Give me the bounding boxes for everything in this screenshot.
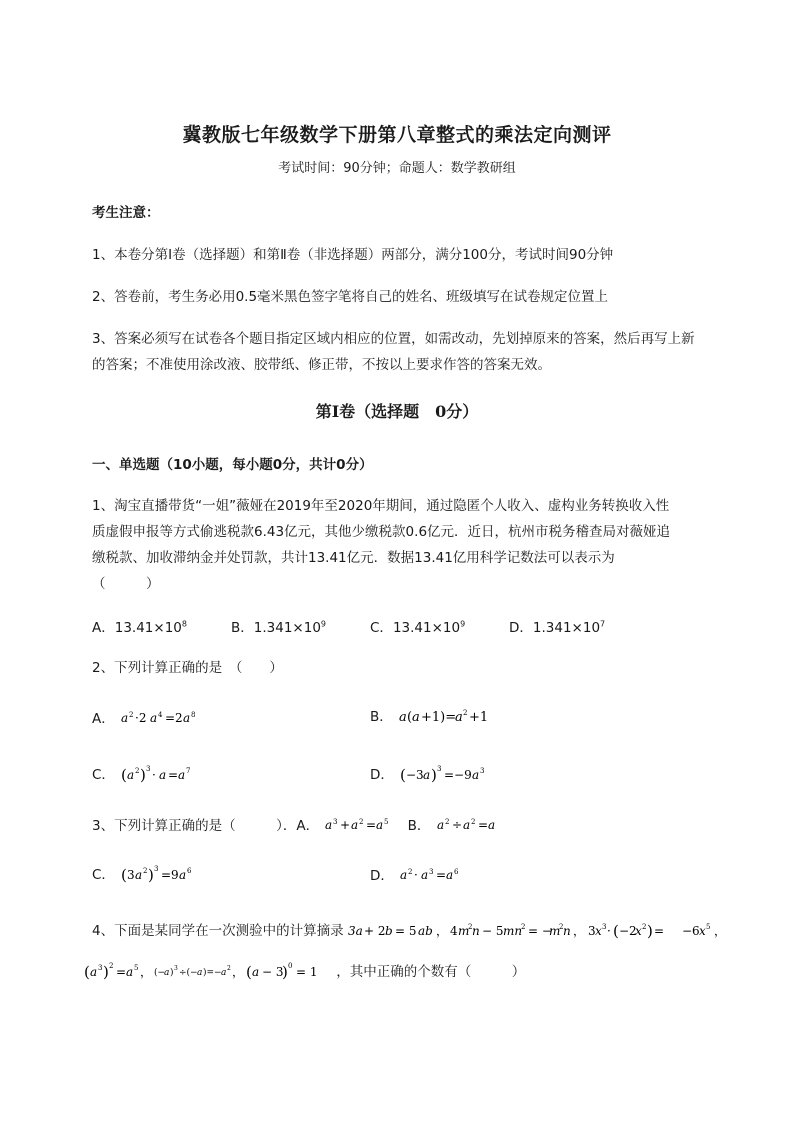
svg-text:2: 2 bbox=[129, 711, 134, 719]
svg-text:(−: (− bbox=[154, 968, 166, 978]
svg-text:0: 0 bbox=[288, 962, 293, 970]
svg-text:a: a bbox=[462, 818, 470, 832]
svg-text:(: ( bbox=[400, 766, 407, 784]
svg-text:2: 2 bbox=[470, 818, 476, 826]
svg-text:·2: ·2 bbox=[135, 711, 147, 725]
svg-text:x: x bbox=[594, 924, 602, 938]
svg-text:5: 5 bbox=[134, 964, 139, 972]
svg-text:2: 2 bbox=[444, 818, 450, 826]
q1-option-c[interactable]: C．$13.41\times 10^9$ bbox=[370, 619, 466, 636]
q4-line-2 bbox=[82, 960, 525, 984]
svg-text:2: 2 bbox=[227, 965, 231, 972]
q2-option-d[interactable]: D． ( −3 a ) 3 =−9 a 3 bbox=[370, 763, 498, 786]
svg-text:a: a bbox=[135, 868, 143, 882]
q1-line-3: 缴税款、加收滞纳金并处罚款，共计13.41亿元．数据13.41亿用科学记数法可以表示为 bbox=[92, 550, 615, 566]
svg-text:+ 2: + 2 bbox=[363, 924, 386, 938]
svg-text:): ) bbox=[148, 866, 155, 884]
svg-text:5: 5 bbox=[706, 923, 711, 931]
svg-text:(: ( bbox=[121, 766, 128, 784]
svg-text:=−9: =−9 bbox=[444, 768, 472, 782]
note-3-line-2: 的答案；不准使用涂改液、胶带纸、修正带，不按以上要求作答的答案无效。 bbox=[92, 357, 551, 373]
svg-text:= −: = − bbox=[527, 924, 552, 938]
svg-text:·: · bbox=[414, 868, 419, 882]
svg-text:8: 8 bbox=[191, 711, 196, 719]
q2-option-c[interactable]: C． ( a 2 ) 3 · a = a 7 bbox=[92, 763, 209, 786]
svg-text:a: a bbox=[487, 818, 495, 832]
svg-text:2: 2 bbox=[467, 923, 473, 931]
svg-text:2: 2 bbox=[408, 868, 413, 876]
svg-text:− 5: − 5 bbox=[481, 924, 504, 938]
svg-text:−2: −2 bbox=[618, 924, 637, 938]
q2-option-a[interactable]: A． a 2 ·2 a 4 =2 a 8 bbox=[92, 707, 209, 729]
svg-text:+1)=: +1)= bbox=[421, 710, 457, 725]
svg-text:a: a bbox=[150, 711, 158, 725]
svg-text:7: 7 bbox=[186, 767, 191, 775]
svg-text:3: 3 bbox=[146, 765, 151, 773]
q1-option-b[interactable]: B．$1.341\times 10^9$ bbox=[231, 619, 326, 636]
svg-text:x: x bbox=[699, 924, 706, 938]
q2-option-c-formula bbox=[119, 764, 209, 786]
svg-text:6: 6 bbox=[454, 868, 459, 876]
q2-option-b[interactable]: B． a ( a +1)= a 2 +1 bbox=[370, 705, 497, 728]
svg-text:3a: 3a bbox=[347, 924, 363, 938]
svg-text:=: = bbox=[436, 868, 447, 882]
svg-text:a: a bbox=[252, 965, 260, 979]
svg-text:): ) bbox=[282, 963, 288, 981]
svg-text:a: a bbox=[436, 818, 444, 832]
svg-text:，: ， bbox=[572, 924, 585, 938]
svg-text:): ) bbox=[103, 963, 109, 981]
q4-formulas-line-2 bbox=[82, 960, 332, 984]
svg-text:2: 2 bbox=[359, 818, 364, 826]
svg-text:a: a bbox=[126, 965, 134, 979]
svg-text:3: 3 bbox=[98, 964, 103, 972]
svg-text:=: = bbox=[168, 768, 179, 782]
svg-text:a: a bbox=[423, 768, 431, 782]
svg-text:− 3: − 3 bbox=[262, 965, 284, 979]
q4-formulas-line-1 bbox=[348, 920, 678, 942]
q4-stem: 4、下面是某同学在一次测验中的计算摘录 bbox=[92, 923, 344, 939]
svg-text:a: a bbox=[472, 768, 480, 782]
svg-text:a: a bbox=[178, 768, 186, 782]
svg-text:3: 3 bbox=[154, 865, 159, 873]
page-title: 冀教版七年级数学下册第八章整式的乘法定向测评 bbox=[182, 124, 612, 146]
svg-text:): ) bbox=[646, 922, 653, 940]
svg-text:5: 5 bbox=[384, 818, 389, 826]
svg-text:=: = bbox=[477, 818, 488, 832]
svg-text:4: 4 bbox=[449, 924, 458, 938]
q2-option-b-formula bbox=[397, 706, 497, 728]
svg-text:6: 6 bbox=[187, 867, 192, 875]
q2-stem: 2、下列计算正确的是 （ ） bbox=[92, 660, 283, 676]
svg-text:b: b bbox=[384, 924, 393, 938]
part-heading: 一、单选题（10小题，每小题0分，共计0分） bbox=[92, 457, 373, 473]
svg-text:2: 2 bbox=[463, 709, 468, 717]
svg-text:3: 3 bbox=[480, 767, 485, 775]
svg-text:a: a bbox=[221, 968, 227, 978]
svg-text:3: 3 bbox=[127, 868, 135, 882]
svg-text:=: = bbox=[366, 818, 377, 832]
svg-text:a: a bbox=[325, 818, 333, 832]
svg-text:3: 3 bbox=[333, 818, 338, 826]
svg-text:(: ( bbox=[246, 963, 252, 981]
svg-text:): ) bbox=[140, 766, 147, 784]
exam-info: 考试时间：90分钟；命题人：数学教研组 bbox=[278, 161, 516, 176]
svg-text:= 1: = 1 bbox=[296, 965, 318, 979]
svg-text:m: m bbox=[548, 924, 561, 938]
svg-text:a: a bbox=[164, 968, 170, 978]
svg-text:m: m bbox=[457, 924, 470, 938]
note-2: 2、答卷前，考生务必用0.5毫米黑色签字笔将自己的姓名、班级填写在试卷规定位置上 bbox=[92, 289, 609, 305]
svg-text:，: ， bbox=[140, 965, 153, 979]
svg-text:−6: −6 bbox=[682, 924, 700, 938]
q1-option-a[interactable]: A．$13.41\times 10^8$ bbox=[92, 619, 187, 636]
svg-text:)=−: )=− bbox=[203, 968, 222, 978]
svg-text:−3: −3 bbox=[406, 768, 424, 782]
svg-text:(: ( bbox=[407, 710, 413, 725]
svg-text:2: 2 bbox=[641, 923, 647, 931]
notes-heading: 考生注意： bbox=[92, 205, 160, 221]
svg-text:，: ， bbox=[714, 924, 727, 938]
svg-text:=9: =9 bbox=[161, 868, 179, 882]
svg-text:+1: +1 bbox=[469, 710, 489, 725]
svg-text:a: a bbox=[179, 868, 187, 882]
svg-text:a: a bbox=[446, 868, 454, 882]
svg-text:2: 2 bbox=[558, 923, 564, 931]
svg-text:÷: ÷ bbox=[451, 818, 462, 832]
note-3-line-1: 3、答案必须写在试卷各个题目指定区域内相应的位置，如需改动，先划掉原来的答案，然后再写上新 bbox=[92, 331, 695, 347]
svg-text:，: ， bbox=[232, 965, 245, 979]
svg-text:=: = bbox=[653, 924, 664, 938]
svg-text:3: 3 bbox=[429, 868, 434, 876]
svg-text:a: a bbox=[376, 818, 384, 832]
svg-text:= 5: = 5 bbox=[394, 924, 417, 938]
svg-text:a: a bbox=[455, 710, 463, 725]
svg-text:3: 3 bbox=[601, 923, 607, 931]
svg-text:÷(−: ÷(− bbox=[179, 968, 198, 978]
svg-text:2: 2 bbox=[109, 962, 114, 970]
svg-text:3: 3 bbox=[587, 924, 596, 938]
q1-blank: （ ） bbox=[92, 576, 160, 592]
svg-text:(: ( bbox=[121, 866, 128, 884]
svg-text:=2: =2 bbox=[165, 711, 183, 725]
svg-text:=: = bbox=[116, 965, 127, 979]
svg-text:a: a bbox=[121, 711, 129, 725]
svg-text:a: a bbox=[412, 710, 420, 725]
svg-text:): ) bbox=[170, 968, 174, 978]
svg-text:2: 2 bbox=[143, 867, 148, 875]
section-title: 第I卷（选择题 0分） bbox=[315, 402, 479, 421]
svg-text:a: a bbox=[127, 768, 135, 782]
svg-text:·: · bbox=[606, 924, 611, 938]
svg-text:4: 4 bbox=[158, 711, 163, 719]
q3-option-b-label[interactable]: B． bbox=[407, 818, 431, 834]
q3-option-b-formula[interactable] bbox=[435, 816, 511, 836]
svg-text:ab: ab bbox=[417, 924, 433, 938]
svg-text:a: a bbox=[159, 768, 167, 782]
svg-text:3: 3 bbox=[174, 965, 178, 972]
svg-text:n: n bbox=[562, 924, 571, 938]
svg-text:a: a bbox=[399, 710, 407, 725]
q1-line-1: 1、淘宝直播带货“一姐”薇娅在2019年至2020年期间，通过隐匿个人收入、虚构业务转换收入性 bbox=[92, 498, 670, 514]
q3-option-d[interactable]: D． a 2 · a 3 = a 6 bbox=[370, 864, 478, 886]
note-1: 1、本卷分第I卷（选择题）和第Ⅱ卷（非选择题）两部分，满分100分，考试时间90分钟 bbox=[92, 247, 614, 263]
svg-text:(: ( bbox=[84, 963, 90, 981]
svg-text:3: 3 bbox=[437, 765, 442, 773]
q3-stem: 3、下列计算正确的是（ ）．A． bbox=[92, 818, 320, 834]
svg-text:a: a bbox=[400, 868, 408, 882]
svg-text:·: · bbox=[152, 768, 157, 782]
svg-text:): ) bbox=[431, 766, 438, 784]
q2-option-a-formula bbox=[119, 709, 209, 729]
svg-text:2: 2 bbox=[520, 923, 526, 931]
svg-text:2: 2 bbox=[135, 767, 140, 775]
q1-option-d[interactable]: D．$1.341\times 10^7$ bbox=[509, 619, 606, 636]
q4-line-1 bbox=[92, 919, 732, 942]
q3-option-c-formula bbox=[119, 864, 209, 886]
svg-text:x: x bbox=[634, 924, 642, 938]
svg-text:a: a bbox=[197, 968, 203, 978]
svg-text:n: n bbox=[471, 924, 480, 938]
svg-text:+: + bbox=[340, 818, 351, 832]
svg-text:mn: mn bbox=[502, 924, 522, 938]
q3-option-a-formula[interactable] bbox=[323, 816, 399, 836]
svg-text:a: a bbox=[421, 868, 429, 882]
q1-line-2: 质虚假申报等方式偷逃税款6.43亿元，其他少缴税款0.6亿元．近日，杭州市税务稽查局对薇娅追 bbox=[92, 524, 671, 540]
svg-text:a: a bbox=[90, 965, 98, 979]
svg-text:a: a bbox=[351, 818, 359, 832]
q4-formulas-line-1-end bbox=[682, 920, 732, 942]
svg-text:(: ( bbox=[612, 922, 619, 940]
q4-line-2-tail: ，其中正确的个数有（ ） bbox=[336, 964, 526, 980]
q3-option-c[interactable]: C． ( 3 a 2 ) 3 =9 a 6 bbox=[92, 863, 209, 886]
q2-option-d-formula bbox=[398, 764, 498, 786]
svg-text:，: ， bbox=[435, 924, 448, 938]
svg-text:a: a bbox=[183, 711, 191, 725]
q3-stem-row bbox=[92, 814, 511, 836]
q3-option-d-formula bbox=[398, 866, 478, 886]
